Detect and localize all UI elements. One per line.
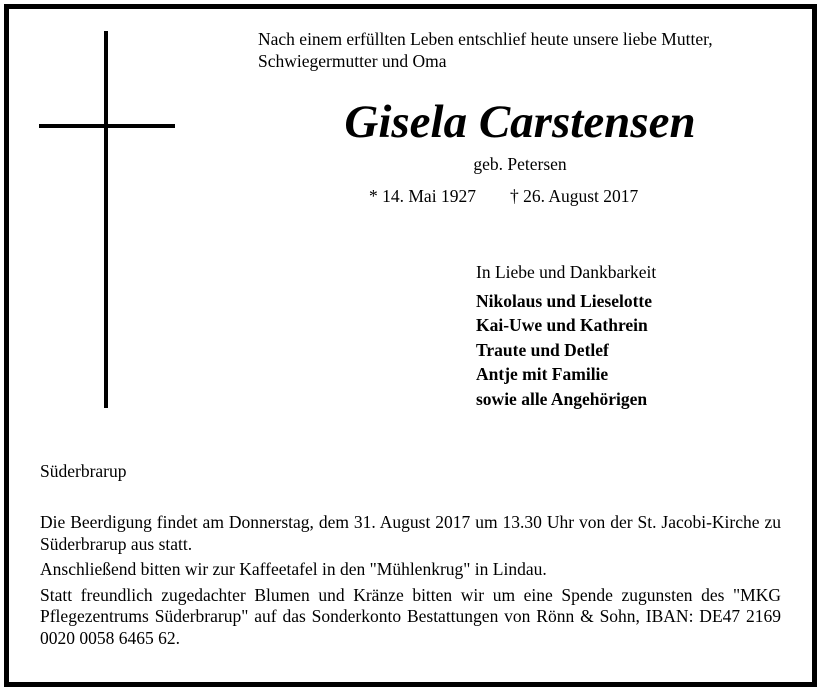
intro-line-1: Nach einem erfüllten Leben entschlief heute unsere liebe Mutter, [258, 29, 713, 49]
birth-date: * 14. Mai 1927 [369, 186, 476, 206]
mourners-block [476, 260, 656, 411]
funeral-notice [40, 512, 781, 653]
death-date: † 26. August 2017 [509, 186, 639, 206]
mourner-name: Nikolaus und Lieselotte [476, 290, 652, 311]
intro-line-2: Schwiegermutter und Oma [258, 51, 447, 71]
mourner-name: Antje mit Familie [476, 364, 609, 384]
maiden-name: geb. Petersen [473, 154, 567, 174]
intro-text [258, 28, 798, 72]
life-dates [369, 185, 638, 207]
funeral-details: Die Beerdigung findet am Donnerstag, dem 31. August 2017 um 13.30 Uhr von der St. Jacobi-Kirche zu Süderbrarup aus statt. [40, 512, 781, 554]
mourners-intro: In Liebe und Dankbarkeit [476, 262, 657, 282]
cross-icon-horizontal [39, 124, 175, 128]
reception-details: Anschließend bitten wir zur Kaffeetafel in den "Mühlenkrug" in Lindau. [40, 559, 547, 579]
cross-icon-vertical [104, 31, 108, 408]
mourner-name: sowie alle Angehörigen [476, 388, 648, 409]
donation-details: Statt freundlich zugedachter Blumen und Kränze bitten wir um eine Spende zugunsten des "MKG Pflegezentrums Süderbrarup" auf das Sonderkonto Bestattungen von Rönn & Sohn, IBAN: DE47 2169 0020 0058 6465 62. [40, 584, 781, 648]
mourner-name: Traute und Detlef [476, 339, 609, 360]
mourner-name: Kai-Uwe und Kathrein [476, 315, 648, 335]
place-name: Süderbrarup [40, 461, 127, 481]
deceased-name: Gisela Carstensen [344, 96, 696, 148]
